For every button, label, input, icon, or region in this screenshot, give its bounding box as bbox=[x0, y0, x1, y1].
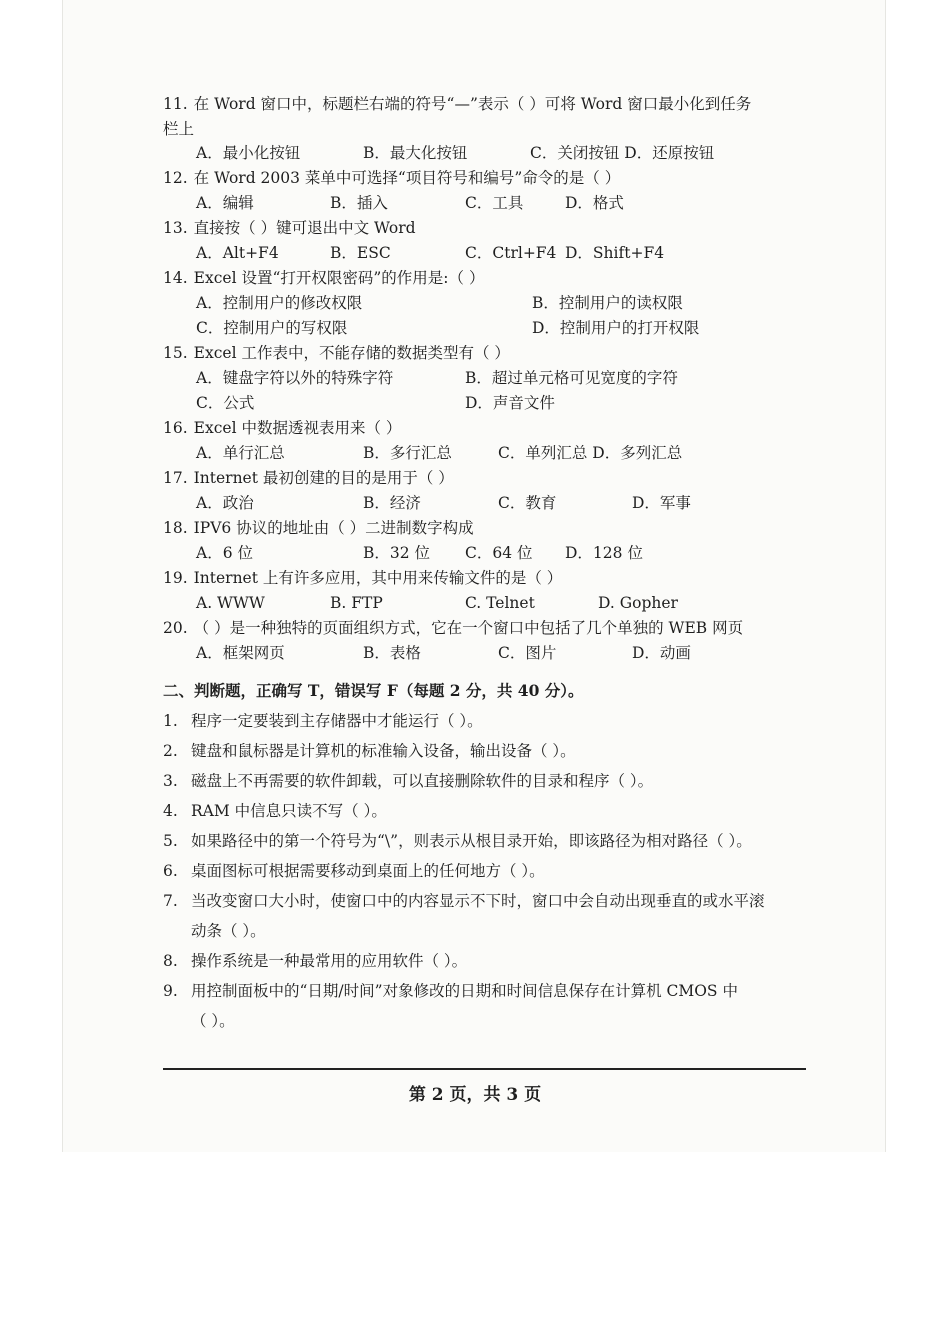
tf-text: 桌面图标可根据需要移动到桌面上的任何地方（ ）。 bbox=[191, 862, 545, 880]
question-16 bbox=[163, 416, 813, 441]
tf-text: 磁盘上不再需要的软件卸载，可以直接删除软件的目录和程序（ ）。 bbox=[191, 772, 654, 790]
answer-options bbox=[163, 241, 813, 266]
tf-item-8 bbox=[163, 946, 813, 976]
question-12 bbox=[163, 166, 813, 191]
answer-option: A．键盘字符以外的特殊字符 bbox=[196, 369, 394, 387]
tf-number: 1. bbox=[163, 712, 178, 730]
answer-option: D．控制用户的打开权限 bbox=[532, 319, 700, 337]
tf-item-5 bbox=[163, 826, 813, 856]
tf-item-7 bbox=[163, 886, 813, 946]
question-text-continued: 栏上 bbox=[163, 120, 195, 138]
answer-option: B．最大化按钮 bbox=[363, 144, 468, 162]
question-number: 13. bbox=[163, 219, 188, 237]
question-15 bbox=[163, 341, 813, 366]
tf-number: 9. bbox=[163, 982, 178, 1000]
answer-option: C．单列汇总 D．多列汇总 bbox=[498, 444, 683, 462]
question-text: Internet 上有许多应用，其中用来传输文件的是（ ） bbox=[193, 569, 563, 587]
section-2-title: 二、判断题，正确写 T，错误写 F（每题 2 分，共 40 分）。 bbox=[163, 681, 584, 700]
question-11 bbox=[163, 92, 813, 117]
question-number: 20. bbox=[163, 619, 188, 637]
answer-option: B．控制用户的读权限 bbox=[532, 294, 683, 312]
tf-number: 4. bbox=[163, 802, 178, 820]
answer-option: A．最小化按钮 bbox=[196, 144, 301, 162]
question-18 bbox=[163, 516, 813, 541]
answer-option: B．经济 bbox=[363, 494, 421, 512]
question-number: 15. bbox=[163, 344, 188, 362]
tf-text: 操作系统是一种最常用的应用软件（ ）。 bbox=[191, 952, 468, 970]
answer-option: A．编辑 bbox=[196, 194, 254, 212]
answer-option: D．格式 bbox=[565, 194, 624, 212]
question-text: 直接按（ ）键可退出中文 Word bbox=[193, 219, 416, 237]
question-text: 在 Word 2003 菜单中可选择“项目符号和编号”命令的是（ ） bbox=[193, 169, 621, 187]
question-text: （ ）是一种独特的页面组织方式，它在一个窗口中包括了几个单独的 WEB 网页 bbox=[193, 619, 744, 637]
answer-options bbox=[163, 641, 813, 666]
answer-option: A．Alt+F4 bbox=[196, 244, 279, 262]
multiple-choice-list bbox=[163, 92, 813, 666]
question-14 bbox=[163, 266, 813, 291]
question-text: Excel 中数据透视表用来（ ） bbox=[193, 419, 402, 437]
tf-text-continued: 动条（ ）。 bbox=[191, 922, 266, 940]
answer-option: A. WWW bbox=[196, 594, 265, 612]
answer-options bbox=[163, 366, 813, 391]
answer-option: C．公式 bbox=[196, 394, 255, 412]
answer-options bbox=[163, 291, 813, 316]
question-20 bbox=[163, 616, 813, 641]
question-text: 在 Word 窗口中，标题栏右端的符号“—”表示（ ）可将 Word 窗口最小化到任务 bbox=[193, 95, 752, 113]
tf-number: 6. bbox=[163, 862, 178, 880]
answer-option: D．128 位 bbox=[565, 544, 643, 562]
answer-option: C．图片 bbox=[498, 644, 557, 662]
tf-item-4 bbox=[163, 796, 813, 826]
answer-option: A．政治 bbox=[196, 494, 254, 512]
answer-option: D．Shift+F4 bbox=[565, 244, 665, 262]
answer-option: B．超过单元格可见宽度的字符 bbox=[465, 369, 678, 387]
tf-item-1 bbox=[163, 706, 813, 736]
answer-option: B．表格 bbox=[363, 644, 421, 662]
tf-text: 当改变窗口大小时，使窗口中的内容显示不下时，窗口中会自动出现垂直的或水平滚 bbox=[191, 892, 765, 910]
question-number: 11. bbox=[163, 95, 188, 113]
answer-option: C. Telnet bbox=[465, 594, 535, 612]
answer-option: B. FTP bbox=[330, 594, 383, 612]
tf-number: 3. bbox=[163, 772, 178, 790]
question-number: 19. bbox=[163, 569, 188, 587]
answer-option: B．插入 bbox=[330, 194, 388, 212]
answer-option: D. Gopher bbox=[598, 594, 678, 612]
tf-number: 8. bbox=[163, 952, 178, 970]
answer-option: B．多行汇总 bbox=[363, 444, 452, 462]
question-text: IPV6 协议的地址由（ ）二进制数字构成 bbox=[193, 519, 474, 537]
answer-options bbox=[163, 541, 813, 566]
question-19 bbox=[163, 566, 813, 591]
answer-option: C．64 位 bbox=[465, 544, 533, 562]
answer-options bbox=[163, 441, 813, 466]
answer-option: C．工具 bbox=[465, 194, 524, 212]
answer-option: C．教育 bbox=[498, 494, 557, 512]
answer-option: C．控制用户的写权限 bbox=[196, 319, 348, 337]
tf-item-9 bbox=[163, 976, 813, 1036]
tf-number: 7. bbox=[163, 892, 178, 910]
answer-option: A．控制用户的修改权限 bbox=[196, 294, 363, 312]
question-number: 14. bbox=[163, 269, 188, 287]
question-text: Excel 设置“打开权限密码”的作用是:（ ） bbox=[193, 269, 485, 287]
question-number: 17. bbox=[163, 469, 188, 487]
tf-number: 5. bbox=[163, 832, 178, 850]
tf-text: 如果路径中的第一个符号为“\”，则表示从根目录开始，即该路径为相对路径（ ）。 bbox=[191, 832, 752, 850]
question-text: Excel 工作表中，不能存储的数据类型有（ ） bbox=[193, 344, 510, 362]
answer-options bbox=[163, 591, 813, 616]
exam-content bbox=[163, 92, 813, 1036]
question-number: 12. bbox=[163, 169, 188, 187]
answer-options bbox=[163, 316, 813, 341]
answer-options bbox=[163, 141, 813, 166]
answer-option: D．动画 bbox=[632, 644, 691, 662]
tf-text: 用控制面板中的“日期/时间”对象修改的日期和时间信息保存在计算机 CMOS 中 bbox=[191, 982, 738, 1000]
answer-option: A．单行汇总 bbox=[196, 444, 285, 462]
answer-option: D．军事 bbox=[632, 494, 691, 512]
question-number: 16. bbox=[163, 419, 188, 437]
tf-item-2 bbox=[163, 736, 813, 766]
answer-option: B．32 位 bbox=[363, 544, 431, 562]
answer-options bbox=[163, 491, 813, 516]
question-17 bbox=[163, 466, 813, 491]
answer-options bbox=[163, 391, 813, 416]
page-number: 第 2 页，共 3 页 bbox=[408, 1085, 542, 1105]
tf-text: 程序一定要装到主存储器中才能运行（ ）。 bbox=[191, 712, 483, 730]
answer-option: C．关闭按钮 D．还原按钮 bbox=[530, 144, 715, 162]
question-13 bbox=[163, 216, 813, 241]
true-false-list bbox=[163, 706, 813, 1036]
tf-item-3 bbox=[163, 766, 813, 796]
answer-option: A．框架网页 bbox=[196, 644, 285, 662]
answer-option: B．ESC bbox=[330, 244, 391, 262]
answer-option: C．Ctrl+F4 bbox=[465, 244, 557, 262]
tf-text: 键盘和鼠标器是计算机的标准输入设备，输出设备（ ）。 bbox=[191, 742, 576, 760]
question-number: 18. bbox=[163, 519, 188, 537]
tf-text-continued: （ ）。 bbox=[191, 1012, 235, 1030]
question-text: Internet 最初创建的目的是用于（ ） bbox=[193, 469, 454, 487]
footer-rule bbox=[163, 1068, 806, 1070]
answer-option: A．6 位 bbox=[196, 544, 253, 562]
tf-number: 2. bbox=[163, 742, 178, 760]
answer-option: D．声音文件 bbox=[465, 394, 555, 412]
answer-options bbox=[163, 191, 813, 216]
tf-text: RAM 中信息只读不写（ ）。 bbox=[191, 802, 387, 820]
tf-item-6 bbox=[163, 856, 813, 886]
